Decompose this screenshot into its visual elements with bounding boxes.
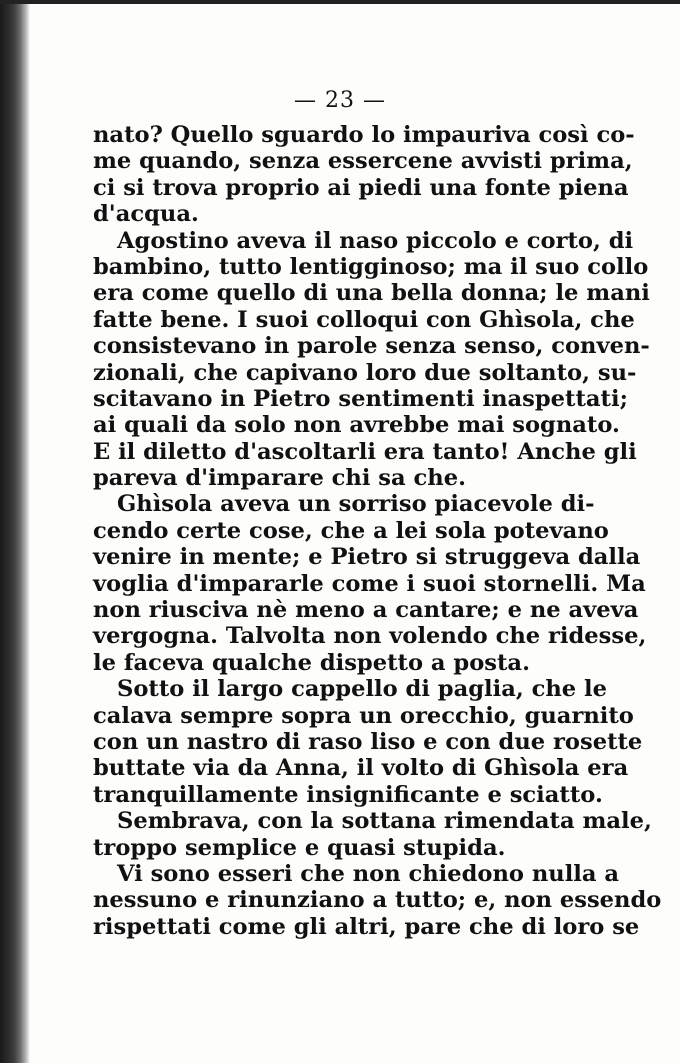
text-line: ci si trova proprio ai piedi una fonte piena [93,174,629,201]
text-line: era come quello di una bella donna; le mani [93,280,650,307]
text-line: Sotto il largo cappello di paglia, che le [117,676,607,703]
page-number: — 23 — [294,88,386,113]
text-line: con un nastro di raso liso e con due rosette [93,728,643,755]
text-line: fatte bene. I suoi colloqui con Ghìsola, che [93,306,635,333]
body-text [93,122,662,940]
text-line: zionali, che capivano loro due soltanto, su- [93,359,637,386]
text-line: me quando, senza essercene avvisti prima, [93,148,633,175]
text-line: vergogna. Talvolta non volendo che ridesse, [93,623,647,650]
text-line: Sembrava, con la sottana rimendata male, [117,808,652,835]
text-line: voglia d'impararle come i suoi stornelli. Ma [93,570,646,597]
text-line: le faceva qualche dispetto a posta. [93,649,530,676]
text-line: troppo semplice e quasi stupida. [93,834,506,861]
text-line: tranquillamente insignificante e sciatto. [93,781,603,808]
text-line: pareva d'imparare chi sa che. [93,465,466,492]
text-line: nessuno e rinunziano a tutto; e, non essendo [93,887,662,914]
text-line: bambino, tutto lentigginoso; ma il suo collo [93,253,649,280]
text-line: Ghìsola aveva un sorriso piacevole di- [117,491,595,518]
page-binding-shadow [0,0,30,1063]
text-line: buttate via da Anna, il volto di Ghìsola era [93,755,629,782]
text-line: non riusciva nè meno a cantare; e ne aveva [93,597,639,624]
text-line: calava sempre sopra un orecchio, guarnito [93,702,634,729]
text-line: nato? Quello sguardo lo impauriva così co- [93,122,635,148]
text-line: rispettati come gli altri, pare che di loro se [93,913,640,940]
text-line: Vi sono esseri che non chiedono nulla a [117,860,620,887]
text-line: consistevano in parole senza senso, conven- [93,333,650,360]
text-line: scitavano in Pietro sentimenti inaspettati; [93,385,628,412]
text-line: cendo certe cose, che a lei sola potevano [93,517,609,544]
page-top-edge [0,0,680,4]
text-line: Agostino aveva il naso piccolo e corto, di [117,227,634,254]
text-line: d'acqua. [93,201,199,228]
text-line: ai quali da solo non avrebbe mai sognato. [93,412,620,439]
text-line: E il diletto d'ascoltarli era tanto! Anche gli [93,438,637,465]
text-line: venire in mente; e Pietro si struggeva dalla [93,544,641,571]
